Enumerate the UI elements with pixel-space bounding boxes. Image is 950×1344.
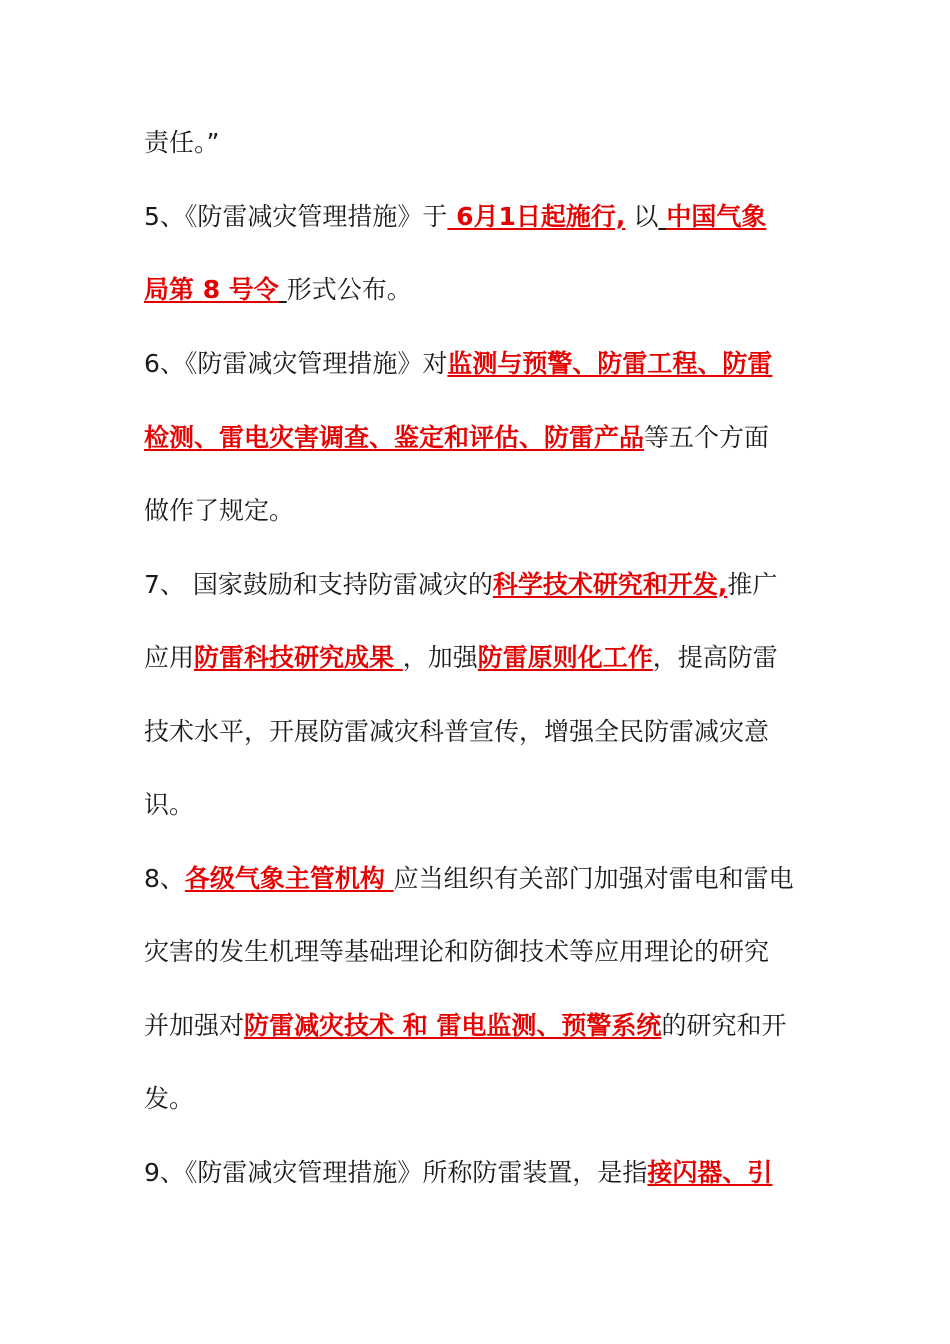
item-6-line-1 — [144, 344, 814, 384]
answer-tech-systems: 防雷减灾技术 和 雷电监测、预警系统 — [244, 1011, 662, 1040]
item-7-line-2 — [144, 638, 814, 678]
line-text: 做作了规定。 — [144, 496, 295, 525]
line-text: 灾害的发生机理等基础理论和防御技术等应用理论的研究 — [144, 937, 770, 966]
line-text: 6、《防雷减灾管理措施》对 — [144, 349, 448, 378]
line-text: 并加强对 — [144, 1011, 245, 1040]
answer-aspects: 监测与预警、防雷工程、防雷 — [447, 349, 773, 378]
line-text: ，提高防雷 — [652, 643, 778, 672]
answer-date: 6月1日起施行, — [447, 202, 626, 231]
answer-authority: 中国气象 — [666, 202, 767, 231]
answer-results: 防雷科技研究成果 — [194, 643, 403, 672]
line-text: 等五个方面 — [644, 423, 770, 452]
line-text: 的研究和开 — [661, 1011, 787, 1040]
item-8-line-3 — [144, 1006, 814, 1046]
answer-standardization: 防雷原则化工作 — [477, 643, 653, 672]
item-5-line-2 — [144, 270, 814, 310]
answer-devices: 接闪器、引 — [647, 1158, 773, 1187]
item-9-line-1 — [144, 1153, 814, 1193]
item-7-line-3 — [144, 712, 814, 752]
line-text: 形式公布。 — [286, 275, 412, 304]
line-text: 责任。” — [144, 128, 220, 157]
item-6-line-2 — [144, 418, 814, 458]
item-8-line-4 — [144, 1079, 814, 1119]
item-5-line-1 — [144, 197, 814, 237]
item-7-line-4 — [144, 785, 814, 825]
answer-agency: 各级气象主管机构 — [184, 864, 394, 893]
blank-fill — [279, 275, 287, 304]
line-text: 应当组织有关部门加强对雷电和雷电 — [393, 864, 794, 893]
line-text: 5、《防雷减灾管理措施》于 — [144, 202, 448, 231]
answer-aspects: 检测、雷电灾害调查、鉴定和评估、防雷产品 — [144, 423, 645, 452]
line-text: 技术水平，开展防雷减灾科普宣传，增强全民防雷减灾意 — [144, 717, 770, 746]
item-8-line-2 — [144, 932, 814, 972]
item-8-line-1 — [144, 859, 814, 899]
answer-order: 局第 8 号令 — [144, 275, 279, 304]
line-text: ，加强 — [402, 643, 478, 672]
line-text: 推广 — [727, 570, 778, 599]
line-text: 9、《防雷减灾管理措施》所称防雷装置，是指 — [144, 1158, 648, 1187]
line-text: 8、 — [144, 864, 185, 893]
line-text: 应用 — [144, 643, 195, 672]
answer-research: 科学技术研究和开发, — [492, 570, 728, 599]
line-text: 7、 国家鼓励和支持防雷减灾的 — [144, 570, 493, 599]
text-line-1 — [144, 123, 814, 163]
line-text: 识。 — [144, 790, 195, 819]
item-6-line-3 — [144, 491, 814, 531]
item-7-line-1 — [144, 565, 814, 605]
line-text: 发。 — [144, 1084, 195, 1113]
line-text: 以 — [625, 202, 659, 231]
